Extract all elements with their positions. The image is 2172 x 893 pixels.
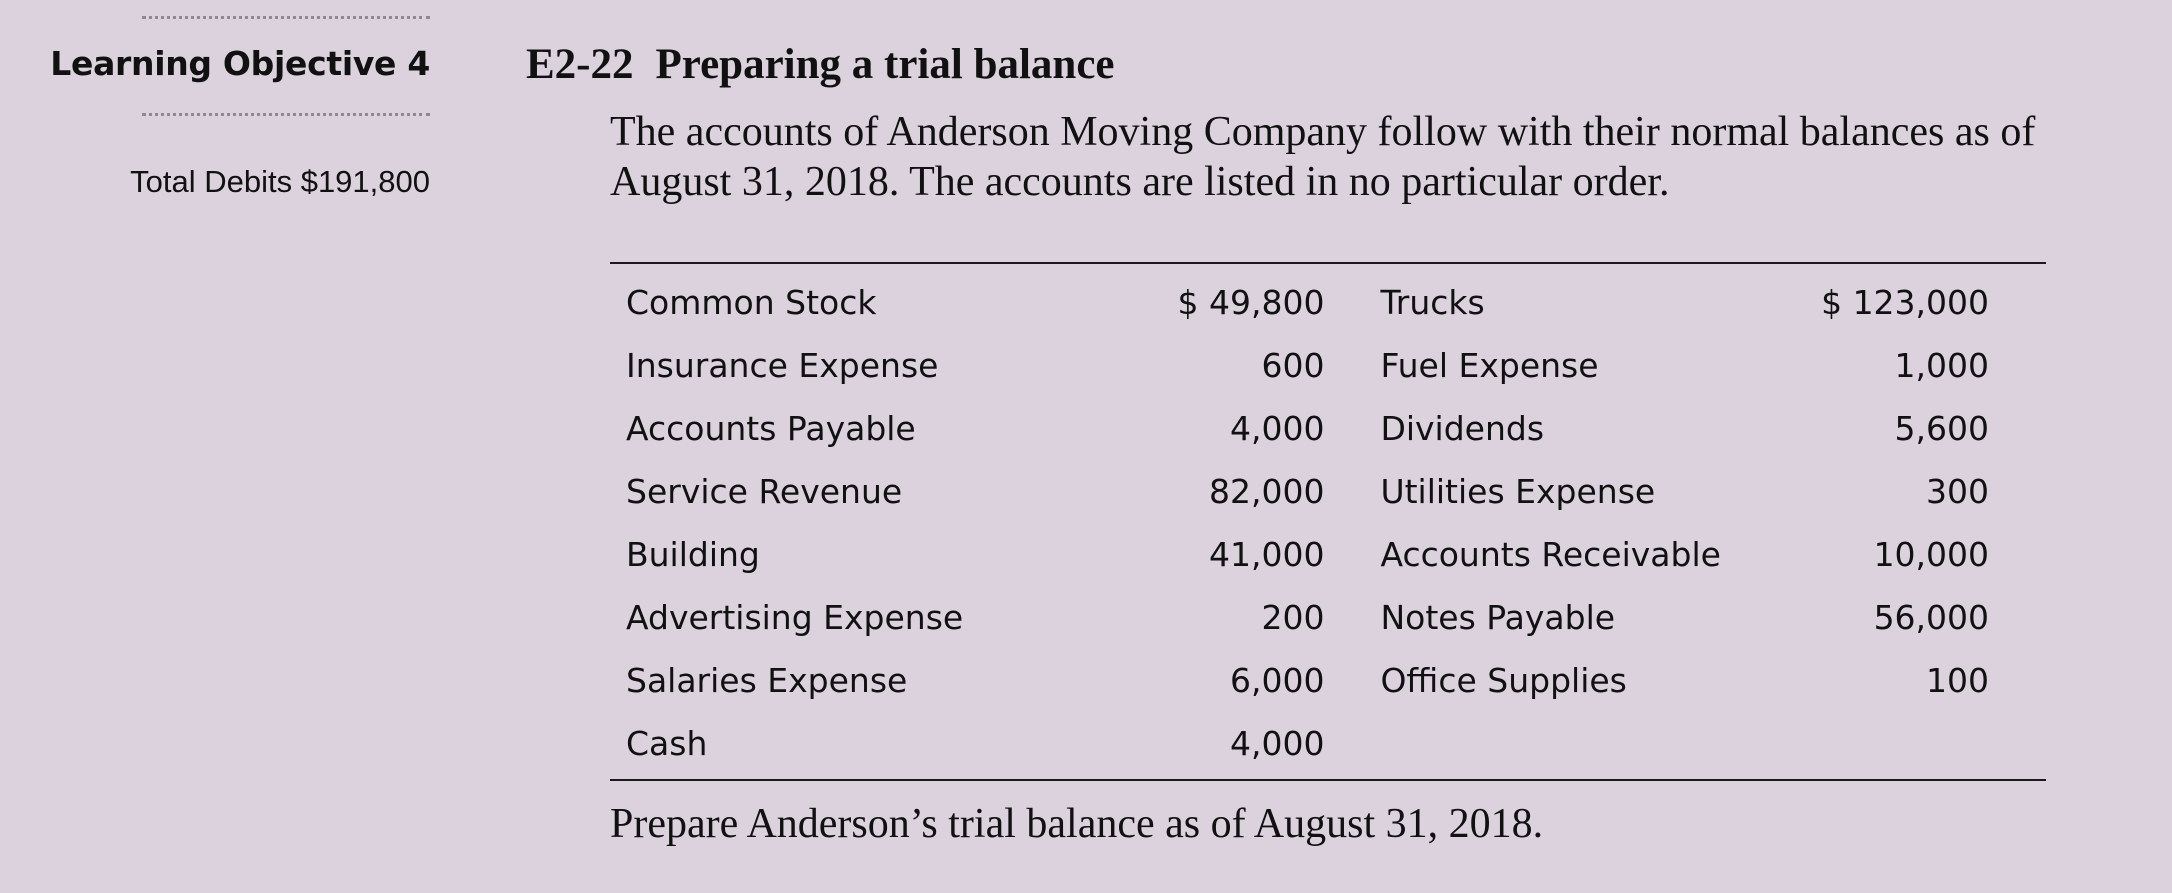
table-bottom-rule xyxy=(610,779,2046,781)
account-name: Office Supplies xyxy=(1380,661,1627,700)
table-spacer xyxy=(1989,649,2046,712)
account-balance: 10,000 xyxy=(1873,535,1990,574)
account-balance: 4,000 xyxy=(1229,409,1325,448)
account-name: Salaries Expense xyxy=(626,661,908,700)
table-spacer xyxy=(1989,334,2046,397)
account-name: Utilities Expense xyxy=(1380,472,1656,511)
account-balance: $ 49,800 xyxy=(1177,283,1325,322)
table-spacer xyxy=(1989,586,2046,649)
account-balance xyxy=(1796,712,1989,775)
table-row xyxy=(610,523,2046,586)
account-name: Building xyxy=(626,535,760,574)
account-name xyxy=(1324,712,1796,775)
table-spacer xyxy=(1989,460,2046,523)
table-row xyxy=(610,649,2046,712)
table-spacer xyxy=(1989,397,2046,460)
account-balance: 6,000 xyxy=(1229,661,1325,700)
dotted-divider xyxy=(142,113,430,116)
table-row xyxy=(610,712,2046,775)
table-row xyxy=(610,586,2046,649)
account-balance: 300 xyxy=(1926,472,1990,511)
exercise-heading xyxy=(526,40,1115,89)
account-name: Advertising Expense xyxy=(626,598,964,637)
account-balance: 56,000 xyxy=(1873,598,1990,637)
accounts-table xyxy=(610,271,2046,775)
account-name: Common Stock xyxy=(626,283,877,322)
account-name: Fuel Expense xyxy=(1380,346,1599,385)
account-name: Trucks xyxy=(1380,283,1485,322)
table-row xyxy=(610,334,2046,397)
total-debits-note: Total Debits $191,800 xyxy=(130,164,430,199)
table-row xyxy=(610,460,2046,523)
account-balance: 82,000 xyxy=(1208,472,1325,511)
table-row xyxy=(610,397,2046,460)
account-balance: 200 xyxy=(1261,598,1325,637)
table-spacer xyxy=(1989,712,2046,775)
exercise-intro xyxy=(610,107,2050,207)
account-name: Insurance Expense xyxy=(626,346,939,385)
account-balance: 100 xyxy=(1926,661,1990,700)
exercise-number: E2-22 xyxy=(526,41,634,88)
table-spacer xyxy=(1989,523,2046,586)
learning-objective-label: Learning Objective 4 xyxy=(50,44,430,83)
account-name: Cash xyxy=(626,724,708,763)
account-balance: 600 xyxy=(1261,346,1325,385)
account-name: Dividends xyxy=(1380,409,1545,448)
table-spacer xyxy=(1989,271,2046,334)
table-top-rule xyxy=(610,262,2046,264)
exercise-instruction: Prepare Anderson’s trial balance as of August 31, 2018. xyxy=(610,801,1544,847)
account-name: Notes Payable xyxy=(1380,598,1616,637)
intro-line: August 31, 2018. The accounts are listed in no particular order. xyxy=(610,159,1670,205)
account-name: Accounts Payable xyxy=(626,409,916,448)
account-balance: 41,000 xyxy=(1208,535,1325,574)
dotted-divider-top xyxy=(142,16,430,19)
account-balance: 4,000 xyxy=(1229,724,1325,763)
account-balance: $ 123,000 xyxy=(1821,283,1990,322)
account-balance: 1,000 xyxy=(1894,346,1990,385)
account-name: Accounts Receivable xyxy=(1380,535,1721,574)
account-name: Service Revenue xyxy=(626,472,903,511)
intro-line: The accounts of Anderson Moving Company follow with their normal balances as of xyxy=(610,109,2036,155)
exercise-title: Preparing a trial balance xyxy=(655,41,1115,88)
table-row xyxy=(610,271,2046,334)
account-balance: 5,600 xyxy=(1894,409,1990,448)
